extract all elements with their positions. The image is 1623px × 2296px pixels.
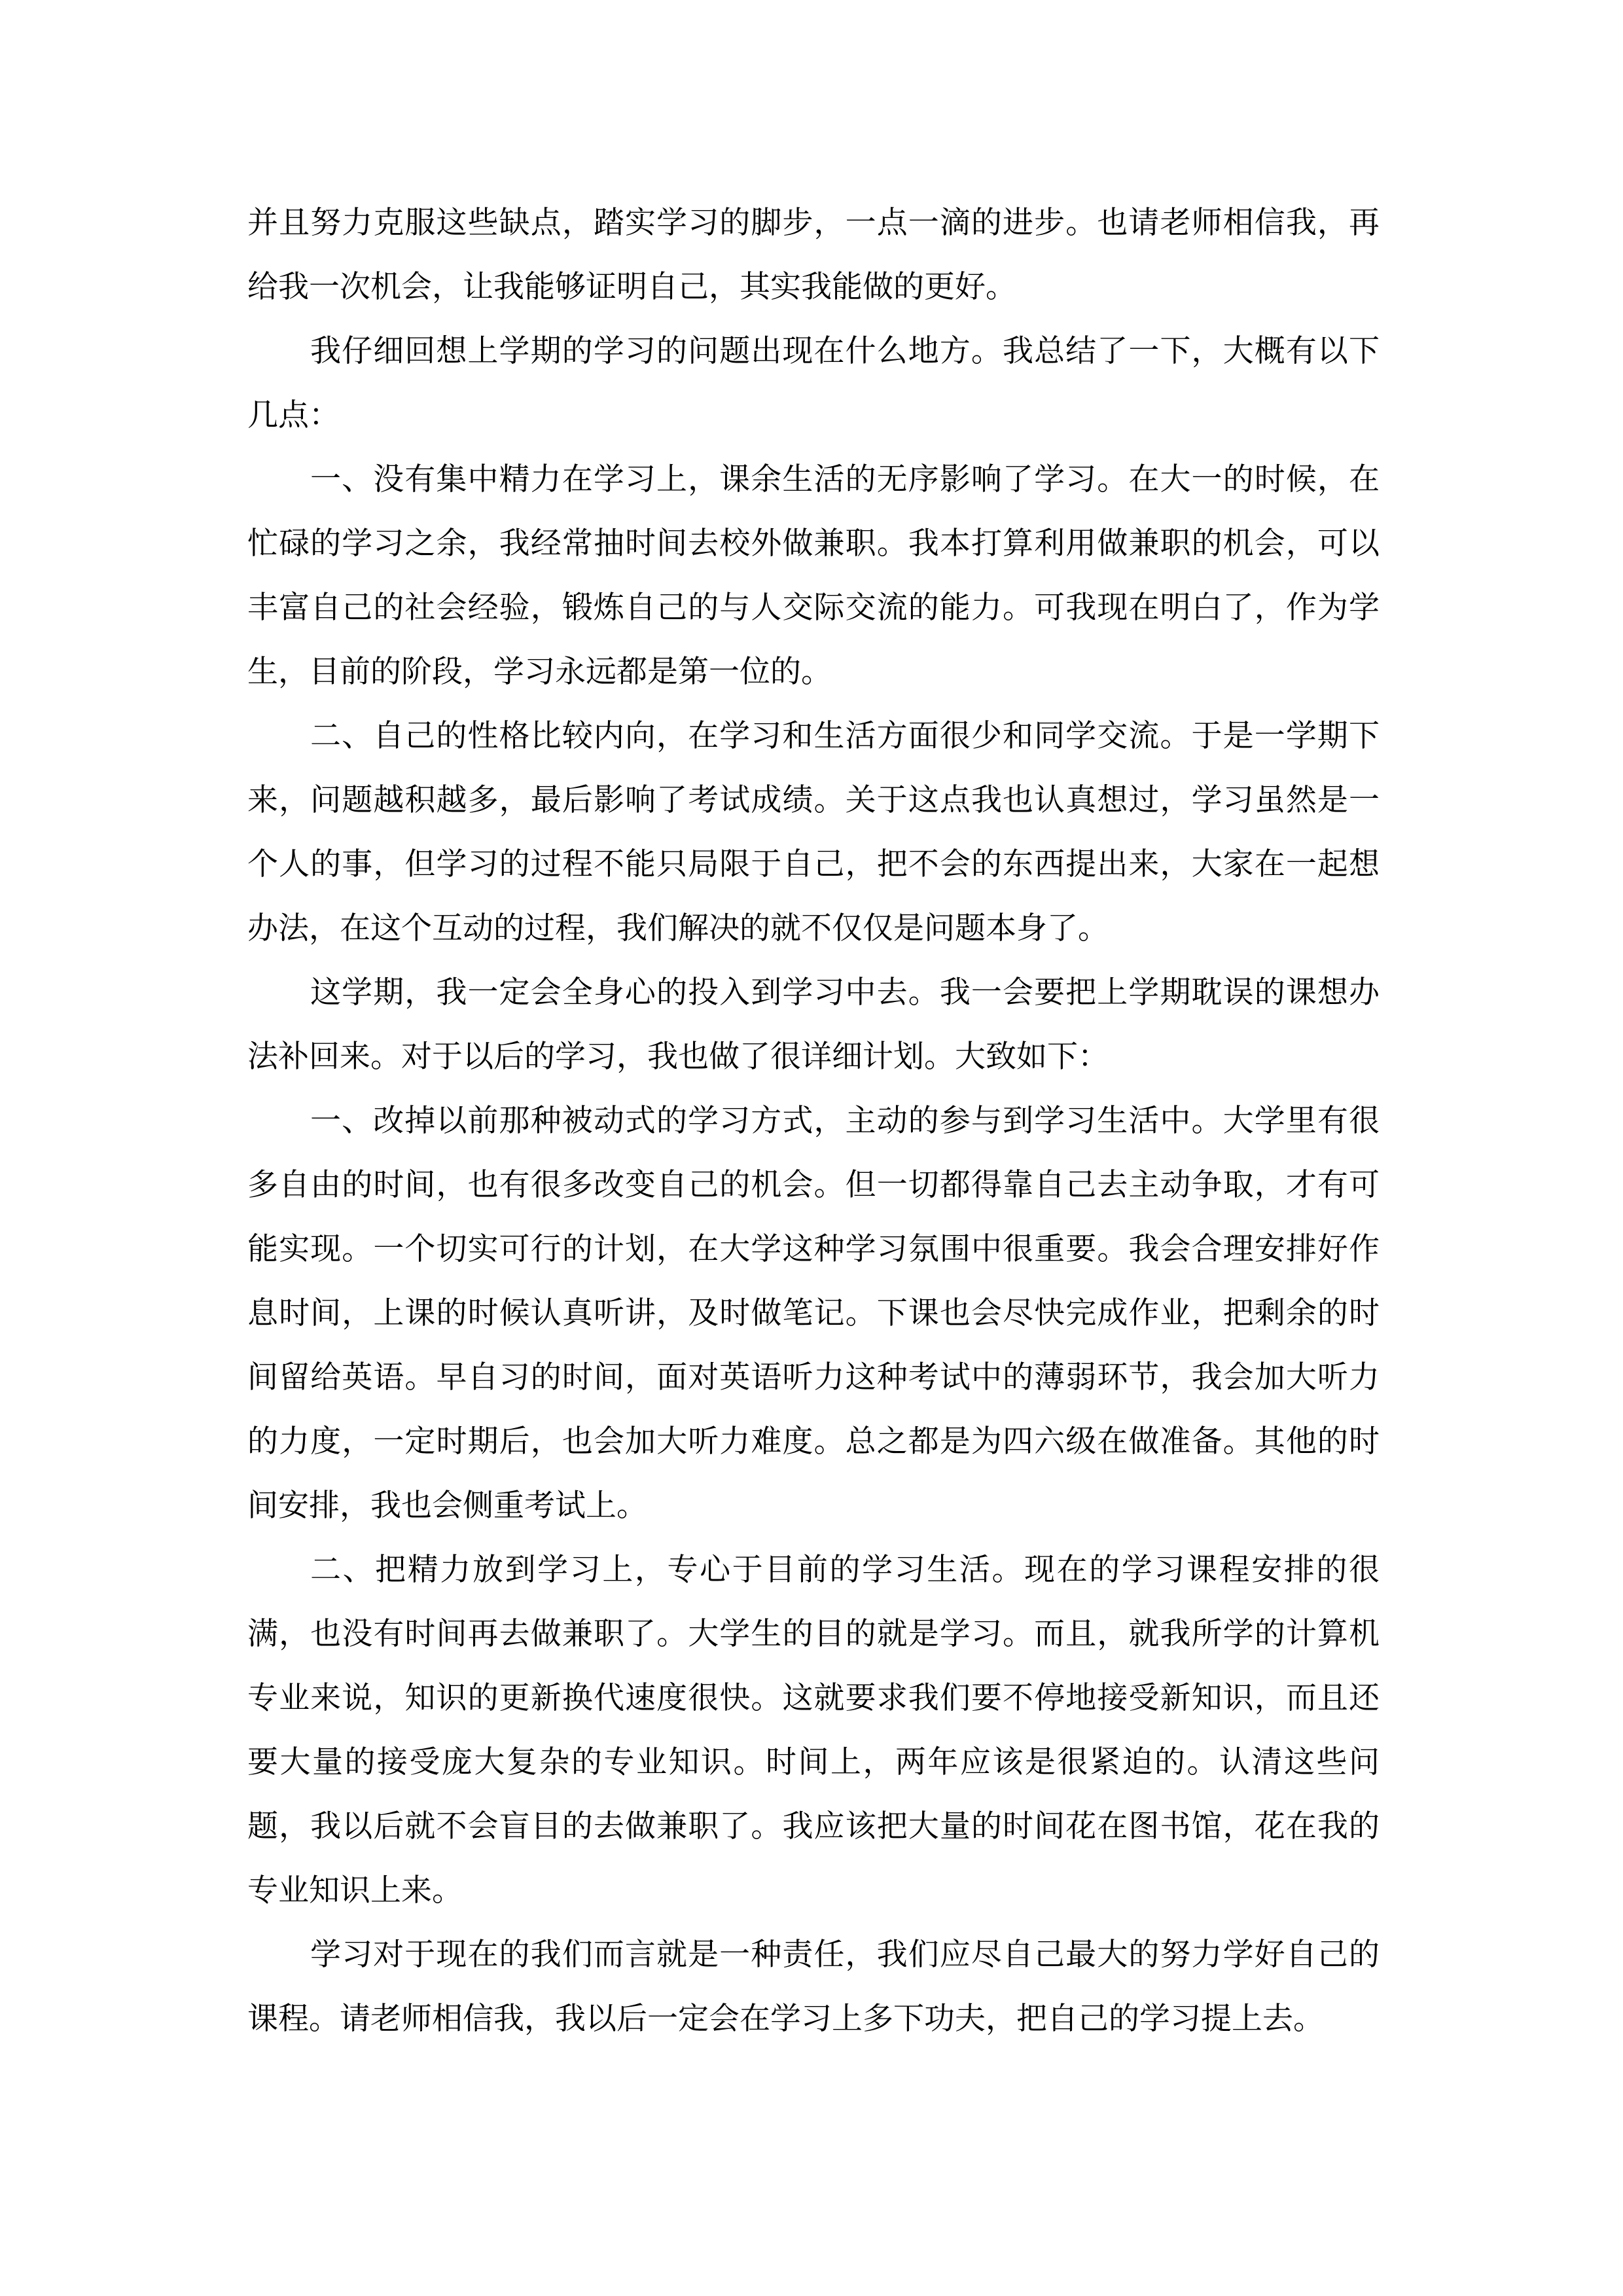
paragraph-conclusion: 学习对于现在的我们而言就是一种责任，我们应尽自己最大的努力学好自己的课程。请老师相信我，我以后一定会在学习上多下功夫，把自己的学习提上去。 xyxy=(247,1937,1380,2037)
paragraph-reflection-intro: 我仔细回想上学期的学习的问题出现在什么地方。我总结了一下，大概有以下几点： xyxy=(247,333,1380,433)
paragraph-plan-two: 二、把精力放到学习上，专心于目前的学习生活。现在的学习课程安排的很满，也没有时间再去做兼职了。大学生的目的就是学习。而且，就我所学的计算机专业来说，知识的更新换代速度很快。这就要求我们要不停地接受新知识，而且还要大量的接受庞大复杂的专业知识。时间上，两年应该是很紧迫的。认清这些问题，我以后就不会盲目的去做兼职了。我应该把大量的时间花在图书馆，花在我的专业知识上来。 xyxy=(247,1552,1380,1909)
paragraph-continuation: 并且努力克服这些缺点，踏实学习的脚步，一点一滴的进步。也请老师相信我，再给我一次机会，让我能够证明自己，其实我能做的更好。 xyxy=(247,205,1380,305)
document-body xyxy=(247,191,1380,2051)
paragraph-problem-two: 二、自己的性格比较内向，在学习和生活方面很少和同学交流。于是一学期下来，问题越积越多，最后影响了考试成绩。关于这点我也认真想过，学习虽然是一个人的事，但学习的过程不能只局限于自己，把不会的东西提出来，大家在一起想办法，在这个互动的过程，我们解决的就不仅仅是问题本身了。 xyxy=(247,718,1380,946)
paragraph-plan-intro: 这学期，我一定会全身心的投入到学习中去。我一会要把上学期耽误的课想办法补回来。对于以后的学习，我也做了很详细计划。大致如下： xyxy=(247,975,1380,1075)
paragraph-plan-one: 一、改掉以前那种被动式的学习方式，主动的参与到学习生活中。大学里有很多自由的时间，也有很多改变自己的机会。但一切都得靠自己去主动争取，才有可能实现。一个切实可行的计划，在大学这种学习氛围中很重要。我会合理安排好作息时间，上课的时候认真听讲，及时做笔记。下课也会尽快完成作业，把剩余的时间留给英语。早自习的时间，面对英语听力这种考试中的薄弱环节，我会加大听力的力度，一定时期后，也会加大听力难度。总之都是为四六级在做准备。其他的时间安排，我也会侧重考试上。 xyxy=(247,1103,1380,1524)
paragraph-problem-one: 一、没有集中精力在学习上，课余生活的无序影响了学习。在大一的时候，在忙碌的学习之余，我经常抽时间去校外做兼职。我本打算利用做兼职的机会，可以丰富自己的社会经验，锻炼自己的与人交际交流的能力。可我现在明白了，作为学生，目前的阶段，学习永远都是第一位的。 xyxy=(247,461,1380,690)
